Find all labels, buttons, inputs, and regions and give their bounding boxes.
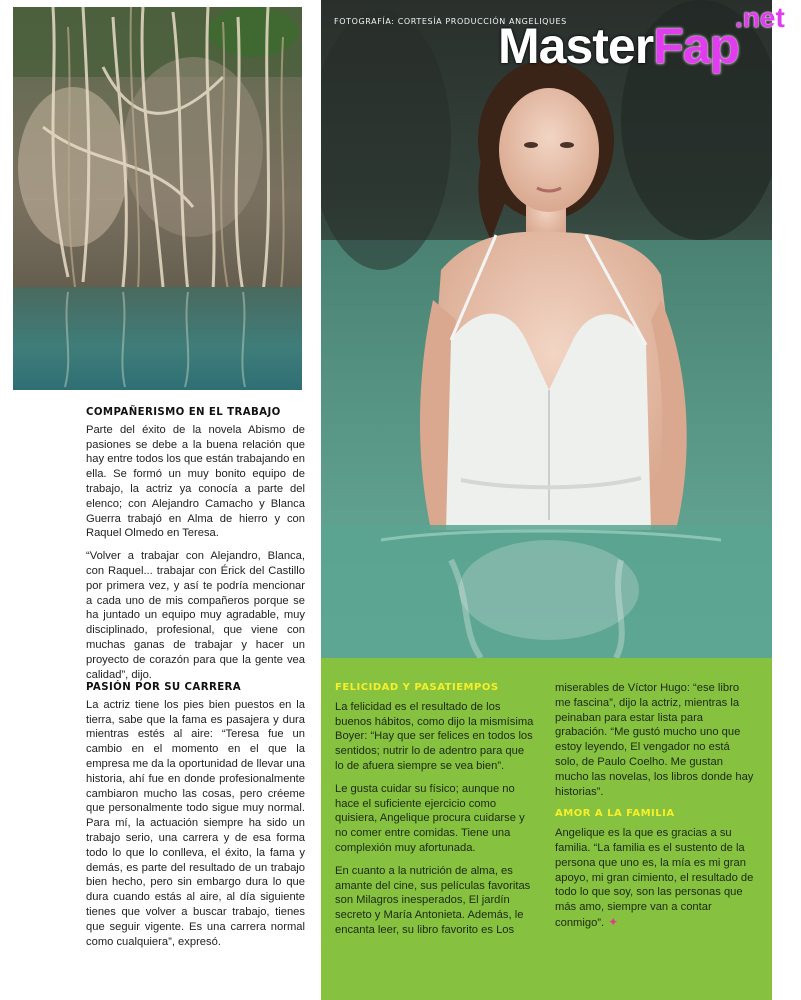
body-paragraph: miserables de Víctor Hugo: “ese libro me fascina”, dijo la actriz, mientras la peinaban para estar lista para grabación. “Me gustó mucho uno que estoy leyendo, El vengador no está solo, de Paulo Coelho. Me gustan mucho las novelas, los libros donde hay historias”. [555,682,754,798]
section-continuation [555,681,755,939]
section-heading: AMOR A LA FAMILIA [555,808,675,820]
body-paragraph: La felicidad es el resultado de los buenos hábitos, como dijo la mismísima Boyer: “Hay que ser felices en todos los sentidos; nutrir lo de adentro para que lo de afuera siempre se vea bien”. [335,700,534,772]
watermark-main-white: Master [498,18,654,74]
body-paragraph: La actriz tiene los pies bien puestos en la tierra, sabe que la fama es pasajera y dura mientras estés al aire: “Teresa fue un cambio en el momento en el que la empresa me da la oportunidad de llevar una historia, ahí fue en donde profesionalmente cambiaron mucho las cosas, pero créeme que personalmente todo sigue muy normal. Para mí, la actuación siempre ha sido un trabajo serio, una carrera y de esa forma todo lo que lo conlleva, el éxito, la fama y demás, es parte del resultado de un trabajo bien hecho, pero sin embargo dura lo que dura cuando estás al aire, al día siguiente tienes que volver a buscar trabajo, tienes que seguir vigente. Es una carrera normal como cualquiera”, expresó. [86,698,305,948]
paragraph-text: Angelique es la que es gracias a su familia. “La familia es el sustento de la persona que uno es, la mía es mi gran apoyo, mi gran cimiento, el resultado de todo lo que soy, son las personas que más amo, siempre van a contar conmigo”. [555,827,754,929]
section-pasion [86,681,305,957]
section-felicidad [335,681,535,946]
watermark-suffix: .net [735,2,785,33]
section-heading: PASIÓN POR SU CARRERA [86,682,242,693]
main-portrait-photo [321,0,772,658]
body-paragraph: Le gusta cuidar su físico; aunque no hace el suficiente ejercicio como quisiera, Angelique procura cuidarse y no comer entre comidas. Tiene una complexión muy afortunada. [335,782,525,854]
section-heading: COMPAÑERISMO EN EL TRABAJO [86,407,281,418]
body-paragraph [555,826,755,931]
section-companerismo [86,406,305,690]
watermark-main-pink: Fap [653,18,740,74]
body-paragraph: Parte del éxito de la novela Abismo de pasiones se debe a la buena relación que hay entre todos los que están trabajando en ella. Se formó un muy bonito equipo de trabajo, la actriz ya conocía a parte del elenco; con Alejandro Camacho y Blanca Guerra trabajó en Alma de hierro y con Raquel Olmedo en Teresa. [86,423,305,540]
body-paragraph: En cuanto a la nutrición de alma, es amante del cine, sus películas favoritas son Milagros inesperados, El jardín secreto y María Antonieta. Además, le encanta leer, su libro favorito es Los [335,864,531,936]
body-paragraph: “Volver a trabajar con Alejandro, Blanca, con Raquel... trabajar con Érick del Castillo por primera vez, y así te podría mencionar a cada uno de mis compañeros porque se ha juntado un equipo muy agradable, muy disciplinado, profesional, que viene con muchas ganas de trabajar y hacer un proyecto de corazón para que la gente vea calidad”, dijo. [86,550,305,681]
roots-photo [13,7,302,390]
section-heading: FELICIDAD Y PASATIEMPOS [335,682,499,693]
watermark-logo [498,2,798,80]
photo-credit: FOTOGRAFÍA: CORTESÍA PRODUCCIÓN ANGELIQUES [334,17,567,26]
end-mark-icon: ✦ [608,914,619,929]
